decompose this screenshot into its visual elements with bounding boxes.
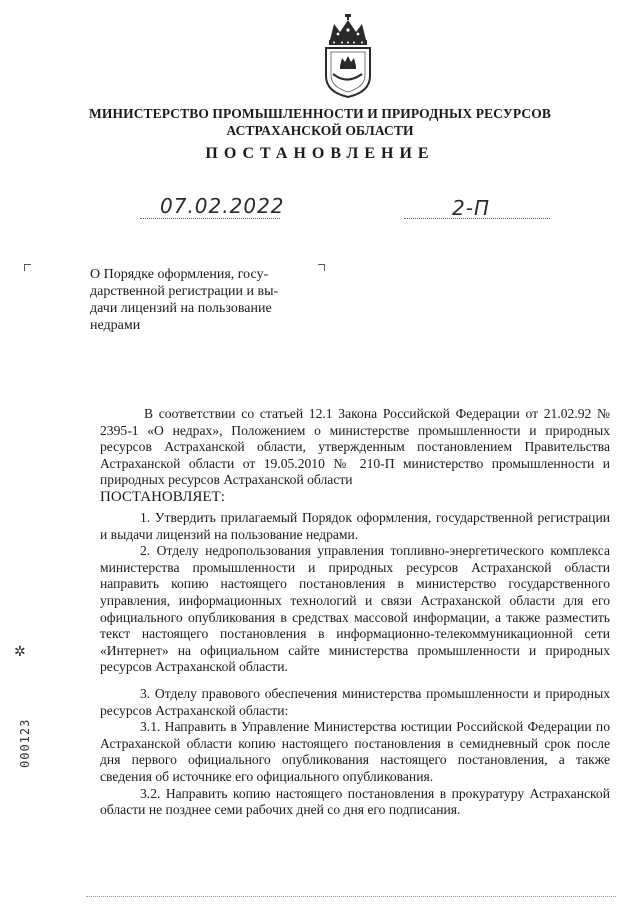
document-date: 07.02.2022 bbox=[160, 194, 285, 218]
coat-of-arms-icon bbox=[316, 14, 380, 98]
bottom-rule bbox=[86, 896, 616, 897]
subject-line: недрами bbox=[90, 318, 141, 333]
subject-bracket-left bbox=[24, 264, 31, 271]
subject-line: дарственной регистрации и вы- bbox=[90, 284, 279, 299]
document-number: 2-П bbox=[452, 196, 490, 220]
date-underline bbox=[140, 218, 280, 219]
subject-line: дачи лицензий на пользование bbox=[90, 301, 272, 316]
resolves-heading: ПОСТАНОВЛЯЕТ: bbox=[100, 489, 225, 505]
document-subject bbox=[90, 266, 320, 334]
preamble-paragraph: В соответствии со статьей 12.1 Закона Российской Федерации от 21.02.92 № 2395-1 «О недрах», Положением о министерстве промышленности и природных ресурсов Астраханской области, утвержденным постановлением Правительства Астраханской области от 19.05.2010 № 210-П министерство промышленности и природных ресурсов Астраханской области bbox=[100, 406, 610, 488]
resolution-item: 3.1. Направить в Управление Министерства юстиции Российской Федерации по Астраханской области копию настоящего постановления в семидневный срок после дня первого официального опубликования настоящего постановления, а также сведения об источнике его официального опубликования. bbox=[100, 719, 610, 784]
stamp-mark-icon: ✲ bbox=[14, 644, 26, 660]
subject-line: О Порядке оформления, госу- bbox=[90, 267, 269, 282]
ministry-name-line1: МИНИСТЕРСТВО ПРОМЫШЛЕННОСТИ И ПРИРОДНЫХ РЕСУРСОВ bbox=[89, 106, 551, 121]
resolution-item: 1. Утвердить прилагаемый Порядок оформления, государственной регистрации и выдачи лицензий на пользование недрами. bbox=[100, 510, 610, 542]
number-underline bbox=[404, 218, 550, 219]
ministry-name-line2: АСТРАХАНСКОЙ ОБЛАСТИ bbox=[226, 123, 414, 138]
resolution-item: 2. Отделу недропользования управления топливно-энергетического комплекса министерства промышленности и природных ресурсов Астраханской области направить копию настоящего постановления в министерство государственного управления, информационных технологий и связи Астраханской области для его официального опубликования в средствах массовой информации, а также разместить текст настоящего постановления в информационно-телекоммуникационной сети «Интернет» на официальном сайте министерства промышленности и природных ресурсов Астраханской области. bbox=[100, 543, 610, 675]
registration-stamp bbox=[12, 660, 36, 770]
registration-number: 000123 bbox=[18, 718, 32, 768]
preamble bbox=[100, 406, 610, 489]
resolution-item: 3. Отделу правового обеспечения министерства промышленности и природных ресурсов Астраханской области: bbox=[100, 685, 610, 718]
resolution-item: 3.2. Направить копию настоящего постановления в прокуратуру Астраханской области не позднее семи рабочих дней со дня его подписания. bbox=[100, 785, 610, 818]
document-type-title: ПОСТАНОВЛЕНИЕ bbox=[205, 145, 435, 162]
resolution-items bbox=[100, 510, 610, 819]
